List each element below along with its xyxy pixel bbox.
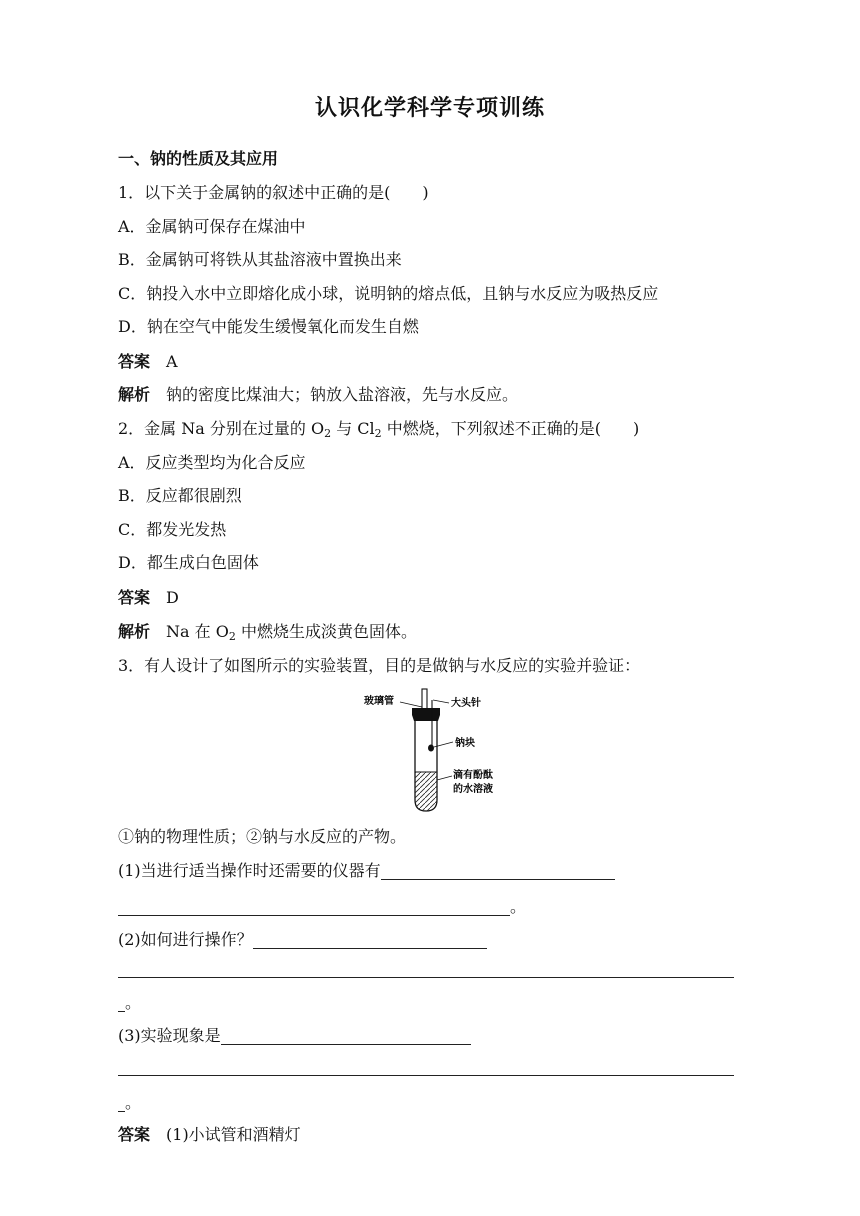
question-3-part-3-end: 。 [118, 1092, 141, 1114]
question-2-option-d: D．都生成白色固体 [118, 553, 259, 572]
question-1-option-d: D．钠在空气中能发生缓慢氧化而发生自燃 [118, 317, 419, 336]
phenolphthalein-solution [414, 772, 438, 812]
answer-blank[interactable] [118, 898, 510, 916]
question-3-part-1: (1)当进行适当操作时还需要的仪器有 [118, 860, 615, 882]
question-3-aims: ①钠的物理性质；②钠与水反应的产物。 [118, 827, 407, 846]
answer-label: 答案 [118, 1125, 151, 1144]
answer-value: A [166, 352, 178, 371]
answer-blank[interactable] [221, 1027, 471, 1045]
sodium-block [428, 745, 434, 752]
answer-label: 答案 [118, 588, 151, 607]
question-1-option-a: A．金属钠可保存在煤油中 [118, 217, 306, 236]
analysis-text: 钠的密度比煤油大；钠放入盐溶液，先与水反应。 [166, 385, 519, 404]
question-1-answer [118, 351, 178, 373]
answer-rule[interactable] [118, 1075, 734, 1076]
section-heading: 一、钠的性质及其应用 [118, 149, 279, 168]
answer-value: (1)小试管和酒精灯 [166, 1125, 301, 1144]
stopper [412, 708, 440, 721]
question-2-option-a: A．反应类型均为化合反应 [118, 453, 306, 472]
question-1-option-c: C．钠投入水中立即熔化成小球，说明钠的熔点低，且钠与水反应为吸热反应 [118, 284, 659, 303]
question-2-option-c: C．都发光发热 [118, 520, 227, 539]
figure-label-tube: 玻璃管 [364, 696, 394, 707]
answer-label: 答案 [118, 352, 151, 371]
question-1-analysis [118, 384, 518, 406]
analysis-label: 解析 [118, 622, 151, 641]
answer-blank[interactable] [118, 1094, 125, 1112]
figure-label-pin: 大头针 [451, 698, 481, 709]
figure-label-sodium: 钠块 [455, 738, 475, 749]
answer-rule[interactable] [118, 977, 734, 978]
answer-blank[interactable] [253, 931, 487, 949]
analysis-label: 解析 [118, 385, 151, 404]
question-3-part-3: (3)实验现象是 [118, 1025, 471, 1047]
figure-label-solution-1: 滴有酚酞 [453, 770, 493, 781]
question-3-stem: 3．有人设计了如图所示的实验装置，目的是做钠与水反应的实验并验证： [118, 656, 641, 675]
question-3-part-1-continued: 。 [118, 896, 526, 918]
question-2-answer [118, 587, 179, 609]
question-2-option-b: B．反应都很剧烈 [118, 486, 242, 505]
page-title: 认识化学科学专项训练 [314, 96, 545, 121]
question-1-stem: 1．以下关于金属钠的叙述中正确的是( ) [118, 183, 429, 202]
answer-value: D [166, 588, 179, 607]
glass-tube [422, 689, 427, 709]
question-3-part-2-end: 。 [118, 992, 141, 1014]
question-1-option-b: B．金属钠可将铁从其盐溶液中置换出来 [118, 250, 402, 269]
answer-blank[interactable] [118, 994, 125, 1012]
experiment-apparatus-figure [360, 688, 510, 814]
question-3-answer [118, 1124, 301, 1146]
answer-blank[interactable] [381, 862, 615, 880]
question-2-stem: 2．金属 Na 分别在过量的 $O_2$ 与 $Cl_2$ 中燃烧，下列叙述不正确的是( ) [118, 419, 640, 440]
question-2-analysis: 解析 Na 在 $O_2$ 中燃烧生成淡黄色固体。 [118, 622, 417, 643]
figure-label-solution-2: 的水溶液 [453, 784, 493, 795]
question-3-part-2: (2)如何进行操作？ [118, 929, 487, 951]
